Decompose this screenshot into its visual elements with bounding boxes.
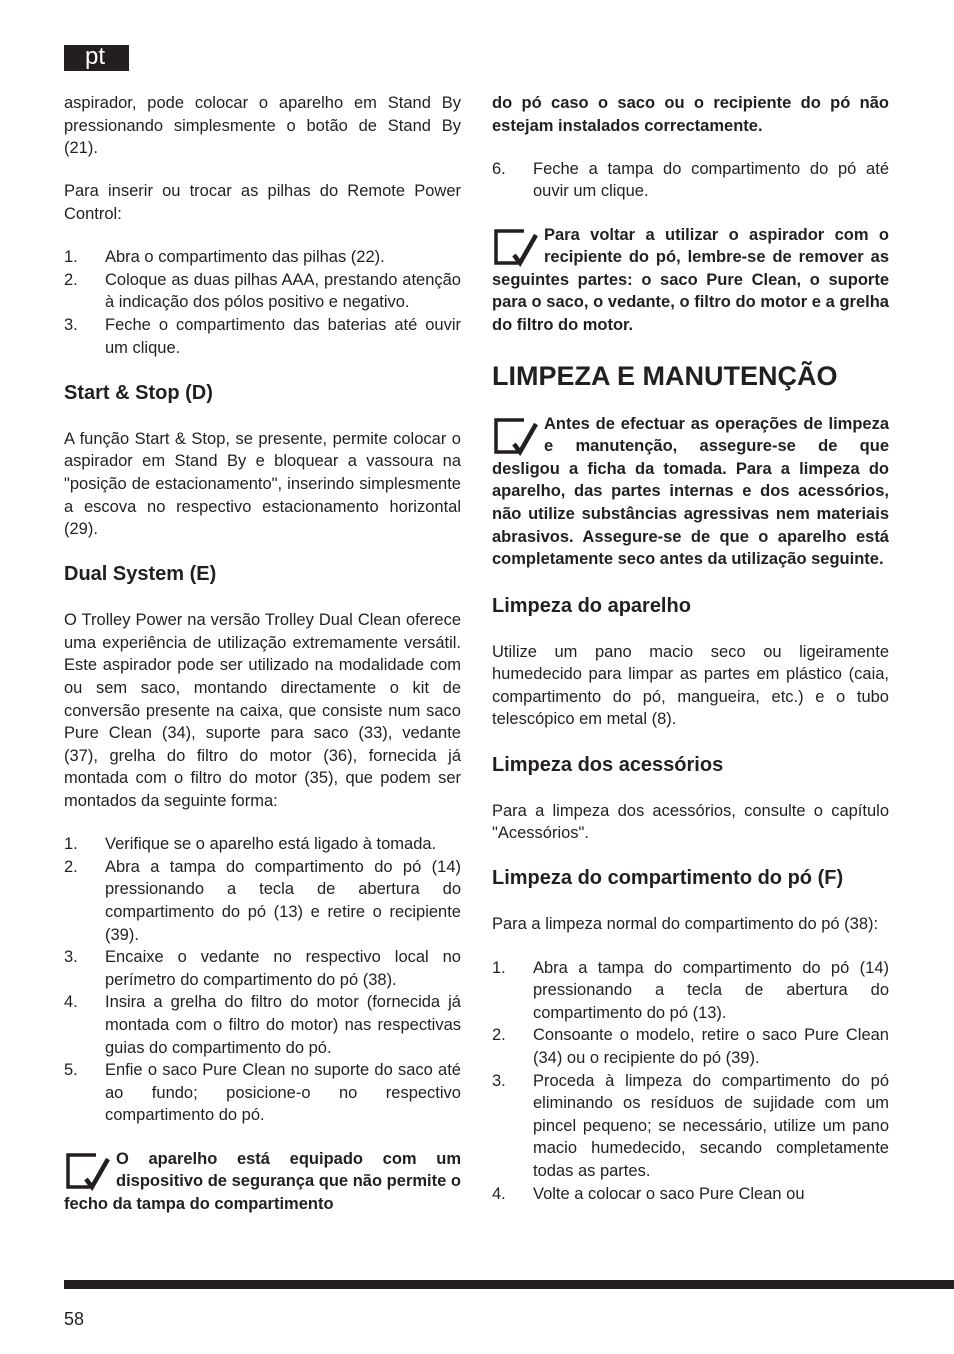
- list-number: 2.: [492, 1026, 506, 1045]
- list-text: Coloque as duas pilhas AAA, prestando atenção à indicação dos pólos positivo e negativo.: [105, 270, 461, 312]
- list-text: Volte a colocar o saco Pure Clean ou: [533, 1184, 805, 1203]
- list-text: Proceda à limpeza do compartimento do pó eliminando os resíduos de sujidade com um pincel pequeno; se necessário, utilize um pano macio humedecido, secando completamente todas as partes.: [533, 1071, 889, 1180]
- page-number: 58: [64, 1309, 85, 1329]
- list-number: 6.: [492, 159, 506, 178]
- list-number: 4.: [64, 993, 78, 1012]
- section-heading-dual-system: Dual System (E): [64, 563, 217, 586]
- list-number: 3.: [64, 315, 78, 334]
- list-item: [492, 158, 889, 203]
- compartment-steps-list: [492, 957, 889, 1206]
- cleaning-warning-note: [492, 413, 889, 571]
- reuse-note: [492, 224, 889, 337]
- paragraph: O Trolley Power na versão Trolley Dual Clean oferece uma experiência de utilização extremamente versátil. Este aspirador pode ser utilizado na modalidade com ou sem saco, montando directamente o kit de conversão presente na caixa, que consiste num saco Pure Clean (34), suporte para saco (33), vedante (37), grelha do filtro do motor (36), fornecida já montada com o filtro do motor (35), que podem ser montados da seguinte forma:: [64, 611, 461, 811]
- battery-steps-list: [64, 246, 461, 359]
- list-number: 3.: [492, 1071, 506, 1090]
- list-number: 5.: [64, 1061, 78, 1080]
- section-heading-accessories: Limpeza dos acessórios: [492, 753, 724, 776]
- list-number: 1.: [64, 835, 78, 854]
- list-item: [64, 269, 461, 314]
- note-text: Para voltar a utilizar o aspirador com o recipiente do pó, lembre-se de remover as seguintes partes: o saco Pure Clean, o suporte para o saco, o vedante, o filtro do motor e a grelha do filtro do motor.: [492, 225, 889, 334]
- list-item: [492, 1183, 889, 1206]
- paragraph: Para inserir ou trocar as pilhas do Remote Power Control:: [64, 182, 461, 223]
- dual-system-steps-list: [64, 833, 461, 1127]
- list-text: Abra a tampa do compartimento do pó (14) pressionando a tecla de abertura do compartimento do pó (13).: [533, 958, 889, 1022]
- list-text: Feche a tampa do compartimento do pó até ouvir um clique.: [533, 159, 889, 201]
- section-heading-appliance: Limpeza do aparelho: [492, 594, 691, 617]
- safety-note: [64, 1148, 461, 1216]
- list-number: 1.: [492, 958, 506, 977]
- list-item: [64, 246, 461, 269]
- checkmark-note-icon: [492, 416, 538, 456]
- list-text: Consoante o modelo, retire o saco Pure Clean (34) ou o recipiente do pó (39).: [533, 1026, 889, 1067]
- dual-system-steps-continued: [492, 158, 889, 203]
- list-item: [64, 856, 461, 946]
- paragraph: A função Start & Stop, se presente, permite colocar o aspirador em Stand By e bloquear a vassoura na "posição de estacionamento", inserindo simplesmente a escova no respectivo estacionamento horizontal (29).: [64, 429, 461, 539]
- note-text: O aparelho está equipado com um dispositivo de segurança que não permite o fecho da tampa do compartimento: [64, 1149, 461, 1213]
- list-number: 2.: [64, 270, 78, 289]
- list-number: 3.: [64, 948, 78, 967]
- paragraph: Utilize um pano macio seco ou ligeiramente humedecido para limpar as partes em plástico (caia, compartimento do pó, mangueira, etc.) e o tubo telescópico em metal (8).: [492, 642, 889, 729]
- checkmark-note-icon: [492, 227, 538, 267]
- list-number: 1.: [64, 248, 78, 267]
- right-column: [492, 92, 889, 1226]
- footer-rule: [64, 1280, 954, 1289]
- section-heading-dust-compartment: Limpeza do compartimento do pó (F): [492, 867, 844, 890]
- left-column: [64, 92, 461, 1237]
- paragraph: Para a limpeza normal do compartimento do pó (38):: [492, 915, 879, 934]
- note-text: Antes de efectuar as operações de limpeza e manutenção, assegure-se de que desligou a ficha da tomada. Para a limpeza do aparelho, das partes internas e dos acessórios, não utilize substâncias agressivas nem materiais abrasivos. Assegure-se de que o aparelho está completamente seco antes da utilização seguinte.: [492, 414, 889, 569]
- list-item: [492, 1024, 889, 1069]
- list-text: Enfie o saco Pure Clean no suporte do saco até ao fundo; posicione-o no respectivo compartimento do pó.: [105, 1061, 461, 1125]
- list-number: 2.: [64, 857, 78, 876]
- note-continuation: do pó caso o saco ou o recipiente do pó não estejam instalados correctamente.: [492, 94, 889, 135]
- list-text: Abra o compartimento das pilhas (22).: [105, 248, 385, 267]
- list-number: 4.: [492, 1184, 506, 1203]
- list-item: [64, 946, 461, 991]
- list-item: [492, 957, 889, 1025]
- main-section-heading: LIMPEZA E MANUTENÇÃO: [492, 360, 838, 391]
- paragraph: Para a limpeza dos acessórios, consulte o capítulo "Acessórios".: [492, 801, 889, 843]
- paragraph: aspirador, pode colocar o aparelho em Stand By pressionando simplesmente o botão de Stand By (21).: [64, 94, 461, 158]
- list-text: Insira a grelha do filtro do motor (fornecida já montada com o filtro do motor) nas respectivas guias do compartimento do pó.: [105, 993, 461, 1057]
- list-text: Abra a tampa do compartimento do pó (14) pressionando a tecla de abertura do compartimento do pó (13) e retire o recipiente (39).: [105, 857, 461, 944]
- list-text: Feche o compartimento das baterias até ouvir um clique.: [105, 315, 461, 357]
- language-code: pt: [85, 43, 106, 70]
- list-item: [64, 833, 461, 856]
- list-item: [492, 1070, 889, 1183]
- section-heading-start-stop: Start & Stop (D): [64, 381, 213, 404]
- checkmark-note-icon: [64, 1151, 110, 1191]
- language-tag: [64, 45, 129, 71]
- list-text: Encaixe o vedante no respectivo local no perímetro do compartimento do pó (38).: [105, 948, 461, 989]
- list-item: [64, 1059, 461, 1127]
- list-item: [64, 991, 461, 1059]
- list-item: [64, 314, 461, 359]
- list-text: Verifique se o aparelho está ligado à tomada.: [105, 835, 437, 854]
